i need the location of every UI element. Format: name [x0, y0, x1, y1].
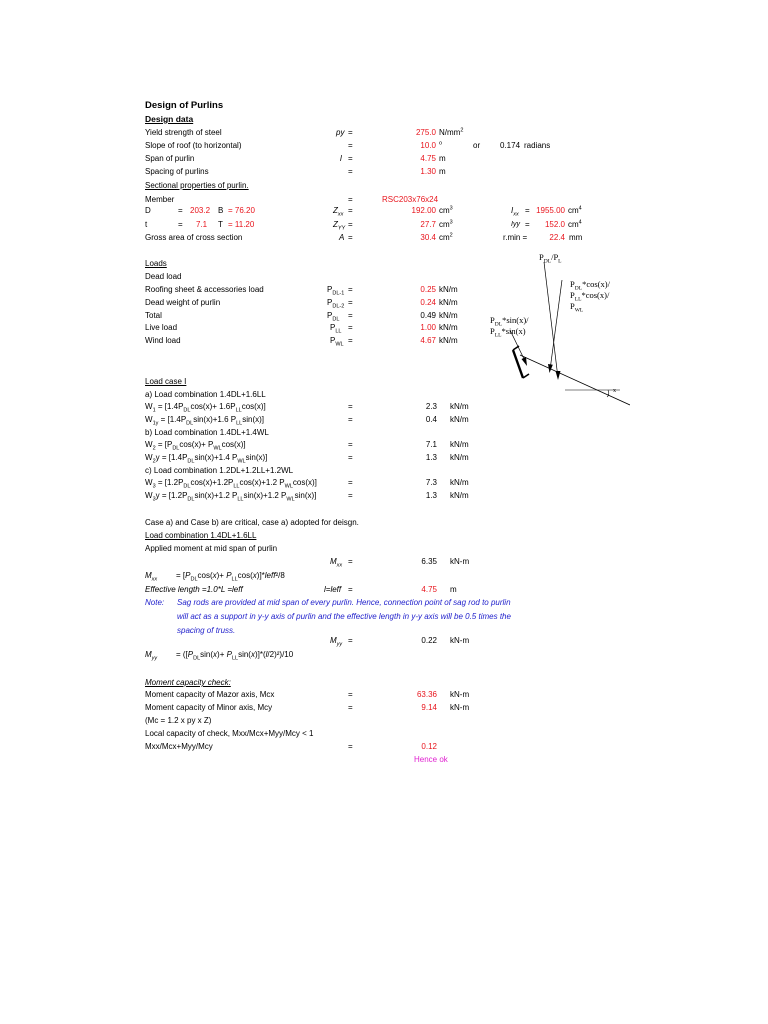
- slope-radians: 0.174: [500, 141, 521, 150]
- purlin-force-diagram: $P_{DL}/P_L$ $P_{DL}*\cos(x)/$ $P_{LL}*\cos(x)/$ $P_{WL}$ $P_{DL}*\sin(x)/$ $P_{LL}*\sin(x)$ x: [470, 250, 630, 420]
- design-data-heading: Design data: [145, 114, 194, 124]
- load-case-heading: Load case I: [145, 377, 187, 386]
- applied-moment-text: Applied moment at mid span of purlin: [145, 544, 278, 553]
- channel-section-icon: [513, 346, 529, 378]
- arrowhead-icon: [556, 371, 561, 380]
- loads-heading: Loads: [145, 259, 167, 268]
- critical-case-text: Case a) and Case b) are critical, case a) adopted for deisgn.: [145, 518, 359, 527]
- arrowhead-icon: [522, 357, 528, 366]
- member-section: RSC203x76x24: [382, 195, 439, 204]
- dead-load-label: Dead load: [145, 272, 182, 281]
- roof-slope-line: [520, 355, 630, 405]
- design-combo-text: Load combination 1.4DL+1.6LL: [145, 531, 257, 540]
- combo-a-title: a) Load combination 1.4DL+1.6LL: [145, 390, 266, 399]
- local-capacity-text: Local capacity of check, Mxx/Mcx+Myy/Mcy < 1: [145, 729, 314, 738]
- document-title: Design of Purlins: [145, 100, 224, 111]
- yield-value: 275.0: [415, 128, 436, 137]
- utilization-ratio: 0.12: [421, 742, 437, 751]
- angle-label: x: [613, 388, 616, 394]
- sectional-heading: Sectional properties of purlin.: [145, 181, 249, 190]
- slope-angle-arc: [607, 390, 609, 397]
- combo-c-title: c) Load combination 1.2DL+1.2LL+1.2WL: [145, 466, 294, 475]
- capacity-heading: Moment capacity check:: [145, 678, 231, 687]
- result-status: Hence ok: [414, 755, 448, 764]
- capacity-formula: (Mc = 1.2 x py x Z): [145, 716, 212, 725]
- slope-value: 10.0: [420, 141, 436, 150]
- combo-b-title: b) Load combination 1.4DL+1.4WL: [145, 428, 269, 437]
- arrowhead-icon: [548, 364, 553, 373]
